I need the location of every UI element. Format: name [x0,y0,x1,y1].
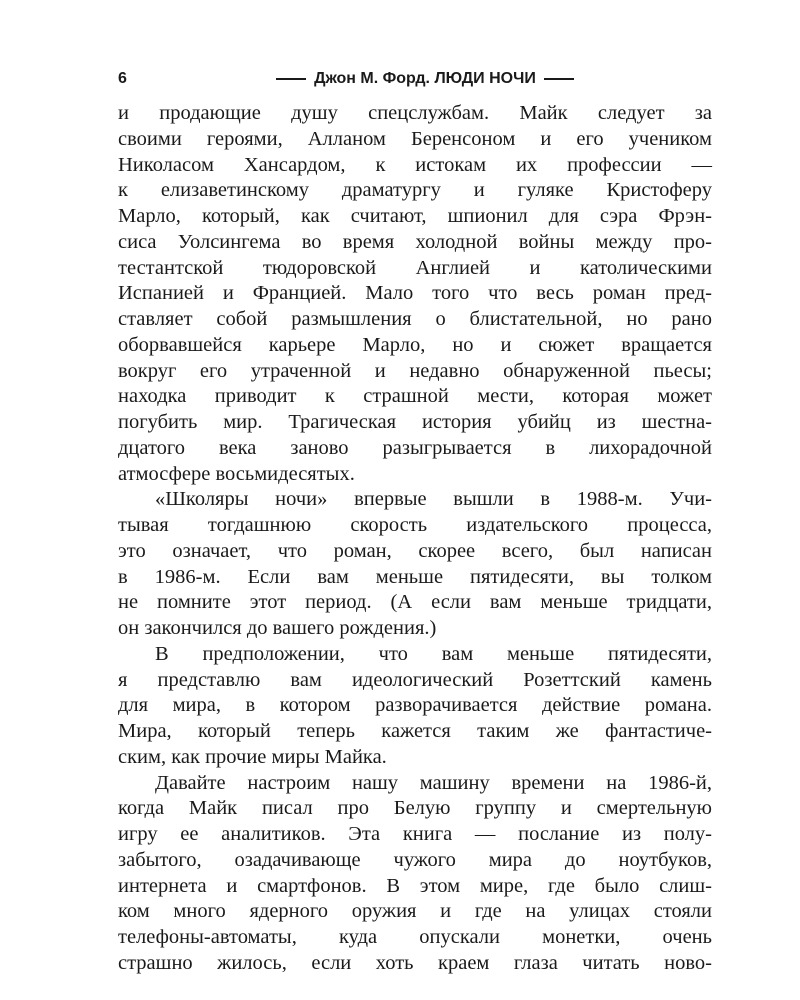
text-line: своими героями, Алланом Беренсоном и его учеником [118,127,712,150]
text-line: ским, как прочие миры Майка. [118,745,387,768]
text-line: и продающие душу спецслужбам. Майк следует за [118,102,712,124]
text-line: находка приводит к страшной мести, которая может [118,385,712,408]
text-line: дцатого века заново разыгрывается в лихорадочной [118,436,712,459]
text-line: телефоны-автоматы, куда опускали монетки, очень [118,926,712,948]
text-line: Николасом Хансардом, к истокам их профессии — [118,153,712,176]
text-line: «Школяры ночи» впервые вышли в 1988-м. Учи- [155,488,712,511]
text-line: тестантской тюдоровской Англией и католическими [118,256,712,279]
running-title-block [118,70,712,88]
text-line: я представлю вам идеологический Розеттский камень [118,668,712,691]
page-body-text [118,101,712,977]
text-line: забытого, озадачивающе чужого мира до ноутбуков, [118,848,712,871]
text-line: интернета и смартфонов. В этом мире, где было слиш- [118,874,712,897]
text-line: тывая тогдашнюю скорость издательского процесса, [118,514,712,536]
text-line: Испанией и Францией. Мало того что весь роман пред- [118,282,712,305]
text-line: сиса Уолсингема во время холодной войны между про- [118,230,712,253]
text-line: Давайте настроим нашу машину времени на 1986-й, [155,771,712,794]
right-dash-rule [544,78,574,80]
text-line: погубить мир. Трагическая история убийц из шестна- [118,411,712,433]
text-line: В предположении, что вам меньше пятидесяти, [155,642,712,665]
text-line: в 1986-м. Если вам меньше пятидесяти, вы толком [118,565,712,588]
running-header [118,70,712,94]
text-line: ком много ядерного оружия и где на улицах стояли [118,900,712,923]
text-line: страшно жилось, если хоть краем глаза читать ново- [118,951,712,974]
text-line: ставляет собой размышления о блистательной, но рано [118,308,712,330]
text-line: Мира, который теперь кажется таким же фантастиче- [118,720,712,742]
left-dash-rule [276,78,306,80]
text-line: оборвавшейся карьере Марло, но и сюжет вращается [118,333,712,356]
text-line: когда Майк писал про Белую группу и смертельную [118,797,712,820]
text-line: он закончился до вашего рождения.) [118,617,437,639]
running-title: Джон М. Форд. ЛЮДИ НОЧИ [314,70,536,87]
text-line: атмосфере восьмидесятых. [118,462,355,485]
text-line: не помните этот период. (А если вам меньше тридцати, [118,591,712,614]
text-line: это означает, что роман, скорее всего, был написан [118,539,712,562]
text-line: для мира, в котором разворачивается действие романа. [118,694,712,717]
text-line: игру ее аналитиков. Эта книга — послание из полу- [118,823,712,845]
text-line: Марло, который, как считают, шпионил для сэра Фрэн- [118,205,712,227]
page-number: 6 [118,70,127,87]
text-line: вокруг его утраченной и недавно обнаруженной пьесы; [118,359,712,382]
text-line: к елизаветинскому драматургу и гуляке Кристоферу [118,179,712,202]
